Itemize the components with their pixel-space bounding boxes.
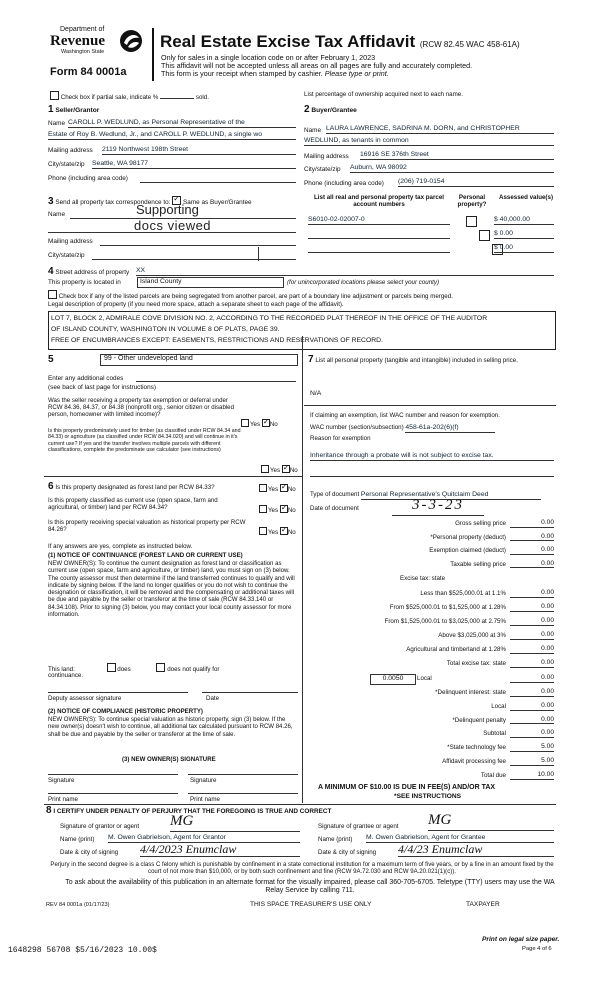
tax-corr-mailing-label: Mailing address [48,238,93,245]
s6-q1-no-checkbox[interactable] [280,484,288,492]
local-value[interactable]: 0.00 [510,674,554,683]
tax-row-label: Total excise tax: state [446,660,506,667]
tax-corr-mailing-field[interactable] [100,245,296,246]
tax-corr-label: Send all property tax correspondence to: [55,199,171,206]
tax-row-value[interactable]: 0.00 [510,617,554,626]
local-rate: 0.0050 [382,675,404,682]
s5-q1: Was the seller receiving a property tax exemption or deferral under RCW 84.36, 84.37, or 84.38 (nonprofit org., senior citizen or disabled person, homeowner with limited income)? [48,397,234,419]
legal-paper-note: Print on legal size paper. [482,936,560,943]
list-pct-note: List percentage of ownership acquired next to each name. [304,91,463,98]
assessed-value-3[interactable]: $ 0.00 [494,244,554,253]
land-use-select[interactable] [100,354,298,366]
partial-checkbox[interactable] [50,91,59,100]
dept-logo [46,26,146,66]
seller-mailing-label: Mailing address [48,147,93,154]
buyer-phone-label: Phone (including area code) [304,180,384,187]
local-rate-box[interactable] [370,674,416,685]
s6-q1-row [48,481,215,493]
exempt-label: If claiming an exemption, list WAC number and reason for exemption. [310,412,500,419]
doc-type[interactable]: Personal Representative's Quitclaim Deed [361,491,541,500]
county-value: Island County [140,278,182,285]
s6-q2-yes-label: Yes [268,507,279,514]
street-row [48,266,129,278]
print-name-label-2: Print name [190,796,220,803]
tax-row-label: Exemption claimed (deduct) [429,547,506,554]
tax-row-value[interactable]: 0.00 [510,702,554,711]
buyer-mailing[interactable]: 16916 SE 376th Street [360,151,554,160]
tax-row-label: From $525,000.01 to $1,525,000 at 1.28% [389,604,506,611]
segregated-checkbox[interactable] [48,290,57,299]
segregated-row [48,290,453,300]
tax-corr-num: 3 [48,196,54,207]
s5-q2-yes-checkbox[interactable] [261,465,269,473]
notice1-body: NEW OWNER(S): To continue the current designation as forest land or classification as current use (open space, farm and agriculture, or timber) land, you must sign on (3) below. The county assessor must then determine if the land transferred continues to qualify and will indicate by signing below. If the land no longer qualifies or you do not wish to continue the designation or classification, it will be removed and the compensating or additional taxes will be due and payable by the seller or transferor at the time of sale (RCW 84.33.140 or 84.34.108). Prior to signing (3) below, you may contact your local county assessor for more information. [48,561,295,618]
grantee-date[interactable]: 4/4/23 Enumclaw [398,842,554,857]
buyer-city-label: City/state/zip [304,166,341,173]
sig-grantee-label: Signature of grantee or agent [318,823,399,830]
s6-q1-answer [258,484,296,493]
form-number: Form 84 0001a [50,66,127,78]
certify-label: I CERTIFY UNDER PENALTY OF PERJURY THAT THE FOREGOING IS TRUE AND CORRECT [53,808,332,815]
doc-type-label: Type of document [310,491,360,498]
section5-num: 5 [48,354,54,365]
sub2: This affidavit will not be accepted unless all areas on all pages are fully and accurately completed. [161,61,473,70]
buyer-num: 2 [304,104,310,115]
tax-row-value[interactable]: 0.00 [510,659,554,668]
minimum-note: A MINIMUM OF $10.00 IS DUE IN FEE(S) AND/OR TAX [318,784,496,791]
s7-row [308,354,554,366]
located-label: This property is located in [48,279,121,286]
page-title: Real Estate Excise Tax Affidavit [160,32,416,51]
column-divider [302,336,303,803]
tax-row-label: Agricultural and timberland at 1.28% [406,646,506,653]
sub3-b: Please type or print. [324,69,389,78]
page-number: Page 4 of 6 [522,946,552,952]
tax-row-value[interactable]: 10.00 [510,771,554,780]
tax-row-value[interactable]: 0.00 [510,688,554,697]
tax-row-value[interactable]: 0.00 [510,631,554,640]
notice3-title: (3) NEW OWNER(S) SIGNATURE [122,756,216,763]
buyer-heading-label: Buyer/Grantee [311,107,357,114]
s5-q1-yes-label: Yes [250,421,261,428]
section7-num: 7 [308,354,314,365]
tax-row-label: From $1,525,000.01 to $3,025,000 at 2.75% [384,618,506,625]
street-label: Street address of property [55,269,130,276]
sub3 [161,70,389,78]
grantee-name-label: Name (print) [318,836,353,843]
s7-rule [304,405,556,406]
tax-row-label: *Personal property (deduct) [430,533,506,541]
property-num: 4 [48,266,54,277]
county-note: (for unincorporated locations please select your county) [287,279,440,286]
new-owner-print-1[interactable] [48,793,178,794]
s6-q1-yes-checkbox[interactable] [259,484,267,492]
tax-row-label: *Delinquent interest: state [435,689,506,696]
dept-line3: Washington State [61,49,105,55]
tax-row-label: Local [491,702,506,710]
s6-q3-yes-label: Yes [268,529,279,536]
s5-q1-yes-checkbox[interactable] [241,419,249,427]
tax-corr-city-label: City/state/zip [48,252,85,259]
s6-q2-no-checkbox[interactable] [280,505,288,513]
doc-date[interactable]: 3-3-23 [392,497,484,516]
s6-q2-no-label: No [287,507,296,514]
buyer-name-label: Name [304,127,322,134]
print-name-label-1: Print name [48,796,78,803]
s6-q2-yes-checkbox[interactable] [259,505,267,513]
dept-line2: Revenue [50,33,105,49]
seller-name-label: Name [48,120,66,127]
personal-property-value[interactable]: N/A [310,390,322,397]
signature-label-1: Signature [48,777,75,784]
tax-row-value[interactable]: 0.00 [510,716,554,725]
s7-label: List all personal property (tangible and intangible) included in selling price. [315,357,518,364]
s6-q2-answer [258,505,296,514]
grantor-name[interactable]: M. Owen Gabrielson, Agent for Grantor [108,834,300,843]
taxpayer-label: TAXPAYER [466,901,500,908]
perjury-note: Perjury in the second degree is a class C felony which is punishable by confinement in a state correctional institution for a maximum term of five years, or by a fine in an amount fixed by the court of not more than $10,000, or by both such confinement and fine (RCW 9A.72.030 and RCW 9A.20.021(1)(c)). [50,862,554,876]
partial-row [50,91,209,101]
legal-line1: LOT 7, BLOCK 2, ADMIRALE COVE DIVISION NO. 2, ACCORDING TO THE RECORDED PLAT THEREOF IN THE OFFICE OF THE AUDITOR [51,315,488,322]
notice2-body: NEW OWNER(S): To continue special valuation as historic property, sign (3) below. If the new owner(s) doesn't wish to continue, all additional tax calculated pursuant to RCW 84.26, shall be due and payable by the seller or transferor at the time of sale. [48,717,293,738]
segregated-label: Check box if any of the listed parcels are being segregated from another parcel, are part of a boundary line adjustment or parcels being merged. [58,293,453,300]
tax-row-label: Subtotal [483,730,506,738]
header-divider [152,28,154,81]
tax-corr-city-field[interactable] [92,259,296,260]
grantor-date-label: Date & city of signing [60,849,119,856]
parcel-col-header: List all real and personal property tax parcel account numbers [314,194,444,209]
partial-pct-field[interactable] [160,98,194,99]
parcel-number-3[interactable] [308,244,450,253]
tax-row-value[interactable]: 0.00 [510,729,554,738]
s5-q2-yes-label: Yes [270,467,281,474]
rcw-ref: (RCW 82.45 WAC 458-61A) [419,40,520,49]
tax-corr-name-label: Name [48,211,66,218]
treasurer-note: THIS SPACE TREASURER'S USE ONLY [250,901,372,908]
partial-label-b: sold. [195,94,209,101]
legal-label: Legal description of property (if you need more space, attach a separate sheet to each page of the affidavit). [48,301,344,308]
s5-q1-no-checkbox[interactable] [262,419,270,427]
county-select[interactable] [137,277,284,288]
excise-state-label: Excise tax: state [400,575,446,582]
s5-q1-no-label: No [269,421,278,428]
tax-row-label: *Delinquent penalty [452,716,506,724]
assessed-value-2[interactable]: $ 0.00 [494,230,554,239]
tax-row-label: Gross selling price [455,520,506,527]
tax-row-value[interactable]: 0.00 [510,603,554,612]
supporting-stamp: Supporting [136,202,199,217]
seller-heading [48,104,99,116]
reason-line2 [310,476,554,477]
s6-q1: Is this property designated as forest land per RCW 84.33? [55,484,215,491]
tax-corr-name-line2 [48,232,296,233]
legal-line3: FREE OF ENCUMBRANCES EXCEPT: EASEMENTS, RESTRICTIONS AND RESERVATIONS OF RECORD. [51,337,383,344]
parcel-number-1[interactable]: S6010-02-02007-0 [308,216,450,225]
street-address[interactable]: XX [136,267,554,276]
does-checkbox[interactable] [107,663,116,672]
tax-row-label: Above $3,025,000 at 3% [438,632,506,639]
see-instructions: *SEE INSTRUCTIONS [394,793,462,800]
sub1: Only for sales in a single location code on or after February 1, 2023 [161,53,376,62]
rev-number: REV 84 0001a (01/17/23) [46,902,110,908]
seller-city[interactable]: Seattle, WA 98177 [92,160,296,169]
wac-row [310,424,495,433]
buyer-city[interactable]: Auburn, WA 98092 [350,164,554,173]
s6-q1-yes-label: Yes [268,486,279,493]
docs-viewed-stamp: docs viewed [134,218,212,233]
grantee-name[interactable]: M. Owen Gabrielson, Agent for Grantee [366,834,554,843]
signature-label-2: Signature [190,777,217,784]
s5-q2-no-checkbox[interactable] [282,465,290,473]
wac-number[interactable]: 458-61a-202(6)(f) [405,424,495,433]
wac-label: WAC number (section/subsection) [310,424,404,431]
tax-row-label: Total due [480,771,506,779]
grantee-date-label: Date & city of signing [318,849,377,856]
add-codes-label: Enter any additional codes [48,375,124,382]
buyer-heading [304,104,357,116]
deputy-label: Deputy assessor signature [48,695,122,702]
grantee-signature[interactable]: MG [428,812,554,831]
s6-q3: Is this property receiving special valuation as historical property per RCW 84.26? [48,519,246,534]
tax-row-value[interactable]: 0.00 [510,645,554,654]
parcel-number-2[interactable] [308,230,450,239]
buyer-mailing-label: Mailing address [304,153,349,160]
s5-q1-answer [240,419,278,428]
does-not-label: does not qualify for [167,666,220,673]
legal-line2: OF ISLAND COUNTY, WASHINGTON IN VOLUME 8 OF PLATS, PAGE 39. [51,326,280,333]
seller-name-line1[interactable]: CAROLL P. WEDLUND, as Personal Representative of the [68,119,296,128]
buyer-name-line2[interactable]: WEDLUND, as tenants in common [304,137,554,146]
section6-num: 6 [48,481,54,492]
revenue-swirl-icon [118,28,144,54]
deputy-sig-field[interactable] [48,692,188,693]
s6-q3-no-label: No [287,529,296,536]
s6-if-yes: If any answers are yes, complete as instructed below. [48,543,193,550]
seller-name-line2[interactable]: Estate of Roy B. Wedlund, Jr., and CAROLL P. WEDLUND, a single wo [48,131,296,140]
partial-label-a: Check box if partial sale, indicate % [60,94,159,101]
new-owner-sig-2[interactable] [188,774,298,775]
s6-q3-no-checkbox[interactable] [280,527,288,535]
notice2-title: (2) NOTICE OF COMPLIANCE (HISTORIC PROPERTY) [48,708,203,715]
cashier-receipt: 1648298 56708 $5/16/2023 10.00$ [8,946,157,955]
doc-date-label: Date of document [310,505,359,512]
s6-q3-answer [258,527,296,536]
s5-q2-answer [260,465,298,474]
s5-q2-no-label: No [289,467,298,474]
grantor-signature[interactable]: MG [170,813,300,832]
add-codes-field[interactable] [136,381,296,382]
tax-row-value[interactable]: 0.00 [510,519,554,528]
seller-num: 1 [48,104,54,115]
reason-value[interactable]: Inheritance through a probate will is not subject to excise tax. [310,452,554,461]
tax-row-label: Taxable selling price [450,560,506,568]
land-use-value: 99 - Other undeveloped land [104,355,193,362]
tax-row-label: *State technology fee [447,744,506,752]
seller-mailing[interactable]: 2119 Northwest 198th Street [102,146,296,155]
personal-col-header: Personal property? [457,194,487,209]
section8-num: 8 [46,805,52,816]
new-owner-print-2[interactable] [188,793,298,794]
personal-prop-checkbox-1[interactable] [466,216,477,227]
tax-row-label: Less than $525,000.01 at 1.1% [420,590,506,597]
s6-q2: Is this property classified as current use (open space, farm and agricultural, or timber) land per RCW 84.34? [48,497,218,512]
tax-row-value[interactable]: 0.00 [510,560,554,569]
deputy-date-label: Date [206,695,220,702]
seller-heading-label: Seller/Grantor [55,107,100,114]
local-label: Local [417,675,432,682]
sig-grantor-label: Signature of grantor or agent [60,823,140,830]
see-back-label: (see back of last page for instructions) [48,384,156,391]
buyer-name-line1[interactable]: LAURA LAWRENCE, SADRINA M. DORN, and CHRISTOPHER [326,125,554,134]
personal-prop-checkbox-2[interactable] [479,230,490,241]
reason-label: Reason for exemption [310,435,371,442]
sub3-a: This form is your receipt when stamped by cashier. [161,69,325,78]
tax-row-value[interactable]: 5.00 [510,743,554,752]
seller-city-label: City/state/zip [48,161,85,168]
title-row [160,32,520,52]
does-label: does [117,666,131,673]
seller-phone-field[interactable] [140,182,296,183]
assessed-col-header: Assessed value(s) [499,194,553,201]
continuance-label: continuance. [48,672,84,679]
s6-q3-yes-checkbox[interactable] [259,527,267,535]
s5-bottom-rule [44,476,302,477]
new-owner-sig-1[interactable] [48,774,178,775]
tax-row-value[interactable]: 0.00 [510,546,554,555]
notice1-title: (1) NOTICE OF CONTINUANCE (FOREST LAND OR CURRENT USE) [48,552,243,559]
does-not-checkbox[interactable] [156,663,165,672]
same-as-buyer-label: Same as Buyer/Grantee [183,199,252,206]
tax-row-label: Affidavit processing fee [442,758,506,765]
grantor-date[interactable]: 4/4/2023 Enumclaw [140,842,300,857]
tax-corr-divider [258,247,259,261]
seller-phone-label: Phone (including area code) [48,175,128,182]
s6-q1-no-label: No [287,486,296,493]
deputy-date-field[interactable] [202,692,298,693]
buyer-phone[interactable]: (206) 719-0154 [398,178,554,187]
assessed-value-1[interactable]: $ 40,000.00 [494,216,554,225]
accessibility-note: To ask about the availability of this publication in an alternate format for the visually impaired, please call 360-705-6705. Teletype (TTY) users may use the WA Relay Service by calling 711. [65,879,555,894]
dept-line1: Department of [60,26,105,33]
s5-q2: Is this property predominately used for timber (as classified under RCW 84.34 and 84.33) or agriculture (as classified under RCW 84.34.020) and will continue in it's current use? If yes and the transfer involves multiple parcels with different classifications, complete the predominate use calculator (see instructions) [48,428,241,454]
this-land-label: This land: [48,666,75,673]
tax-row-value[interactable]: 0.00 [510,533,554,542]
tax-row-value[interactable]: 5.00 [510,757,554,766]
tax-row-value[interactable]: 0.00 [510,589,554,598]
grantor-name-label: Name (print) [60,836,95,843]
